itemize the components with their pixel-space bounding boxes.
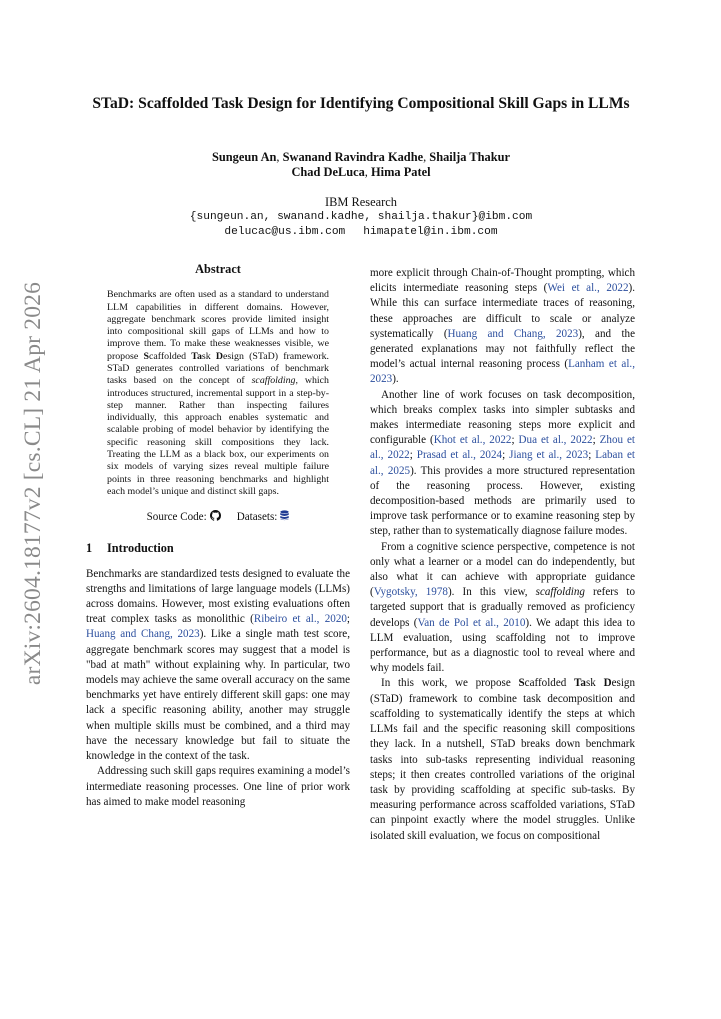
author-name: Swanand Ravindra Kadhe xyxy=(282,150,424,164)
author-list xyxy=(80,150,642,179)
citation-link[interactable]: Huang and Chang, 2023 xyxy=(86,628,200,641)
arxiv-identifier-stamp xyxy=(14,281,54,685)
email-line-1: {sungeun.an, swanand.kadhe, shailja.thakur}@ibm.com xyxy=(189,211,533,223)
author-line-2: Chad DeLuca, Hima Patel xyxy=(291,164,431,179)
datasets-link[interactable]: Datasets: xyxy=(237,511,290,523)
intro-paragraph-2: Addressing such skill gaps requires examining a model’s intermediate reasoning processes. One line of prior work has aimed to make model reasoning xyxy=(86,765,350,808)
citation-link[interactable]: Zhou et al., 2022 xyxy=(370,434,635,462)
author-name: Shailja Thakur xyxy=(429,150,510,164)
citation-link[interactable]: Prasad et al., 2024 xyxy=(416,449,503,462)
right-column xyxy=(370,266,635,844)
email-line-2 xyxy=(80,225,642,240)
citation-link[interactable]: Lanham et al., 2023 xyxy=(370,358,635,386)
github-icon[interactable] xyxy=(210,510,221,521)
section-heading-introduction: 1 Introduction xyxy=(86,541,174,556)
paper-title: STaD: Scaffolded Task Design for Identifying Compositional Skill Gaps in LLMs xyxy=(92,95,630,112)
abstract-heading: Abstract xyxy=(195,262,241,276)
email: himapatel@in.ibm.com xyxy=(363,226,498,238)
source-code-link[interactable]: Source Code: xyxy=(147,511,221,523)
citation-link[interactable]: Van de Pol et al., 2010 xyxy=(417,616,526,629)
abstract-body: Benchmarks are often used as a standard to understand LLM capabilities in different domains. However, aggregate benchmark scores provide limited insight into compositional skill gaps of LLMs and how to improve them. To make these weaknesses visible, we propose Scaffolded Task Design (STaD) framework. STaD generates controlled variations of benchmark tasks based on the concept of scaffolding, which introduces structured, incremental support in a step-by-step manner. Rather than inspecting failures individually, this approach enables systematic and scalable probing of model behavior by identifying the specific reasoning skill compositions they lack. Treating the LLM as a black box, our experiments on six models of varying sizes reveal multiple failure points in three reasoning benchmarks and highlight each model’s unique and distinct skill gaps. xyxy=(107,289,329,497)
author-emails xyxy=(80,210,642,240)
citation-link[interactable]: Huang and Chang, 2023 xyxy=(447,327,579,340)
intro-paragraph-1: Benchmarks are standardized tests designed to evaluate the strengths and limitations of large language models (LLMs) across domains. However, most existing evaluations often treat complex tasks as monolithic (Ribeiro et al., 2020; Huang and Chang, 2023). Like a single math test score, aggregate benchmark scores may suggest that a model is "bad at math" without explaining why. In particular, two models may achieve the same overall accuracy on the same benchmarks yet have entirely different skill gaps: one may lack a specific reasoning ability, another may struggle when multiple skills must be combined, and a third may have the necessary knowledge but fail to situate the knowledge in the context of the task. xyxy=(86,567,351,763)
database-icon[interactable] xyxy=(280,510,289,521)
arxiv-stamp-text: arXiv:2604.18177v2 [cs.CL] 21 Apr 2026 xyxy=(20,281,47,685)
author-name: Chad DeLuca xyxy=(291,164,365,179)
citation-link[interactable]: Jiang et al., 2023 xyxy=(509,449,589,462)
citation-link[interactable]: Dua et al., 2022 xyxy=(518,434,593,447)
citation-link[interactable]: Ribeiro et al., 2020 xyxy=(253,613,347,626)
citation-link[interactable]: Vygotsky, 1978 xyxy=(373,586,448,599)
intro-paragraph-continued: more explicit through Chain-of-Thought prompting, which elicits intermediate reasoning steps (Wei et al., 2022). While this can surface intermediate traces of reasoning, these approaches are difficult to scale or analyze systematically (Huang and Chang, 2023), and the generated explanations may not faithfully reflect the model’s actual internal reasoning process (Lanham et al., 2023). xyxy=(370,267,635,386)
intro-paragraph-proposal: In this work, we propose Scaffolded Task Design (STaD) framework to combine task decomposition and scaffolding to systematically identify the steps at which LLMs fail and the specific reasoning skill compositions they lack. In a nutshell, STaD breaks down benchmark tasks into sub-tasks representing individual reasoning steps; it then creates controlled variations of the original task by providing scaffolding at specific sub-tasks. By measuring performance across scaffolded variations, STaD can pinpoint exactly where the model struggles. Unlike isolated skill evaluation, we focus on compositional xyxy=(370,677,635,842)
citation-link[interactable]: Khot et al., 2022 xyxy=(433,434,512,447)
intro-paragraph-decomposition: Another line of work focuses on task decomposition, which breaks complex tasks into simpler subtasks and makes intermediate reasoning steps more explicit and configurable (Khot et al., 2022; Dua et al., 2022; Zhou et al., 2022; Prasad et al., 2024; Jiang et al., 2023; Laban et al., 2025). This provides a more structured representation of the reasoning process. However, existing decomposition-based methods are primarily used to improve task performance or to examine reasoning step by step, rather than to systematically diagnose failure modes. xyxy=(370,388,636,538)
citation-link[interactable]: Wei et al., 2022 xyxy=(547,282,629,295)
left-column xyxy=(86,262,350,810)
author-line-1: Sungeun An, Swanand Ravindra Kadhe, Shailja Thakur xyxy=(212,150,510,164)
affiliation: IBM Research xyxy=(325,195,397,209)
email: delucac@us.ibm.com xyxy=(224,226,346,238)
citation-link[interactable]: Laban et al., 2025 xyxy=(370,449,636,477)
resource-links xyxy=(86,510,350,525)
intro-paragraph-cognitive: From a cognitive science perspective, competence is not only what a learner or a model can do independently, but also what it can achieve with appropriate guidance (Vygotsky, 1978). In this view, scaffolding refers to targeted support that is gradually removed as proficiency develops (Van de Pol et al., 2010). We adapt this idea to LLM evaluation, using scaffolding not to improve performance, but as a diagnostic tool to reveal where and why models fail. xyxy=(370,540,635,675)
author-name: Hima Patel xyxy=(371,164,431,179)
author-name: Sungeun An xyxy=(212,150,277,164)
